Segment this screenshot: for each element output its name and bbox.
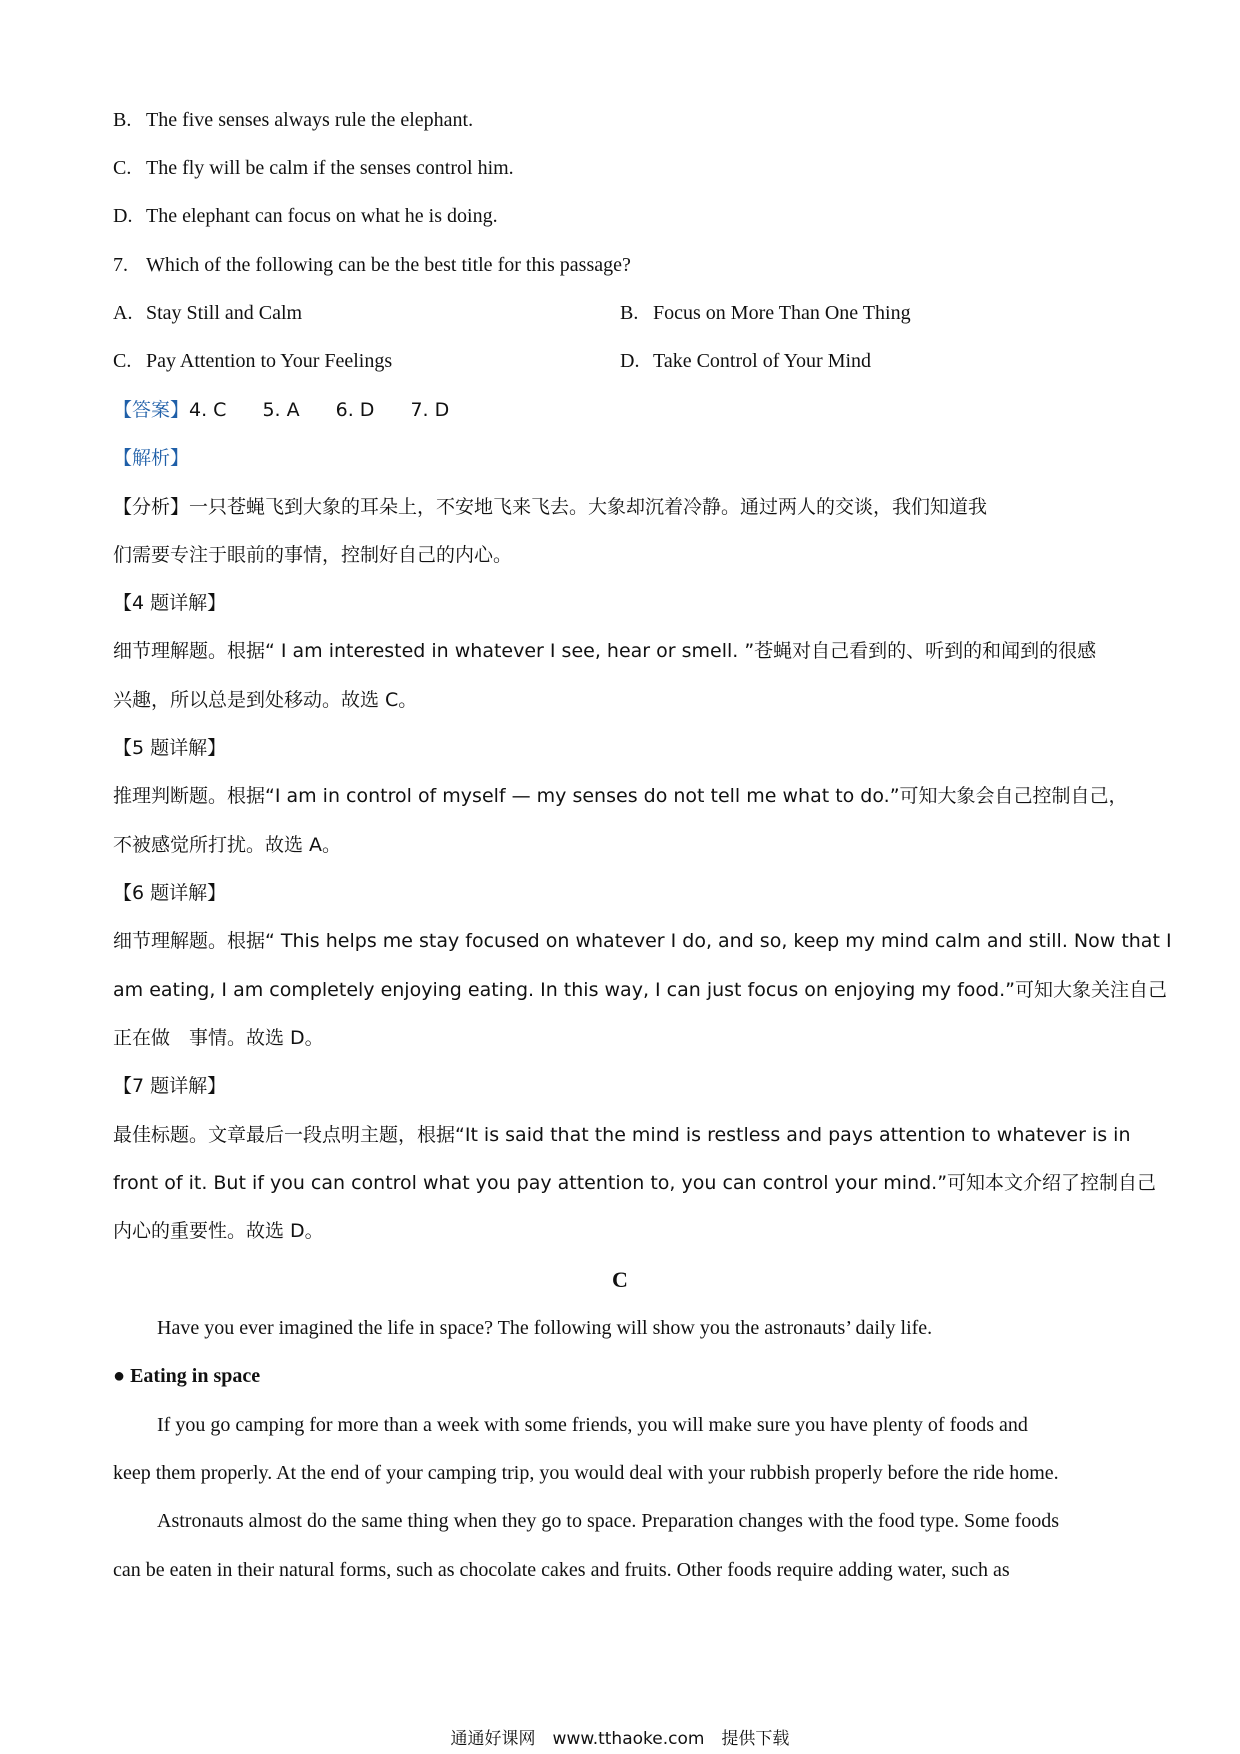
detail-6-line-2: am eating, I am completely enjoying eating. In this way, I can just focus on enjoying my food.”可知大象关注自己 (113, 979, 1167, 1001)
q7-option-c: C. Pay Attention to Your Feelings (113, 350, 393, 372)
answer-item: 5. A (262, 399, 300, 421)
analysis-line-2: 们需要专注于眼前的事情，控制好自己的内心。 (113, 544, 513, 566)
answer-item: 7. D (410, 399, 450, 421)
answer-key (113, 396, 485, 424)
passage-subheading: ● Eating in space (113, 1365, 261, 1387)
detail-heading-4: 【4 题详解】 (113, 592, 227, 614)
detail-7-line-3: 内心的重要性。故选 D。 (113, 1220, 324, 1242)
passage-title: C (612, 1267, 628, 1292)
q7-option-d: D. Take Control of Your Mind (620, 350, 872, 372)
page-footer: 通通好课网 www.tthaoke.com 提供下载 (450, 1729, 790, 1749)
q6-option-b: B. The five senses always rule the elephant. (113, 109, 474, 131)
q7-option-a: A. Stay Still and Calm (113, 302, 303, 324)
detail-7-line-2: front of it. But if you can control what you pay attention to, you can control your mind.”可知本文介绍了控制自己 (113, 1172, 1157, 1194)
detail-6-line-3: 正在做 事情。故选 D。 (113, 1027, 324, 1049)
passage-para-1-line-2: keep them properly. At the end of your camping trip, you would deal with your rubbish properly before the ride home. (113, 1462, 1059, 1484)
passage-para-2-line-1: Astronauts almost do the same thing when they go to space. Preparation changes with the food type. Some foods (157, 1510, 1060, 1532)
detail-heading-7: 【7 题详解】 (113, 1075, 227, 1097)
detail-heading-5: 【5 题详解】 (113, 737, 227, 759)
passage-para-2-line-2: can be eaten in their natural forms, such as chocolate cakes and fruits. Other foods require adding water, such as (113, 1559, 1010, 1581)
detail-heading-6: 【6 题详解】 (113, 882, 227, 904)
detail-4-line-2: 兴趣，所以总是到处移动。故选 C。 (113, 689, 418, 711)
detail-4-line-1: 细节理解题。根据“ I am interested in whatever I see, hear or smell. ”苍蝇对自己看到的、听到的和闻到的很感 (113, 640, 1097, 662)
q6-option-c: C. The fly will be calm if the senses control him. (113, 157, 514, 179)
detail-6-line-1: 细节理解题。根据“ This helps me stay focused on whatever I do, and so, keep my mind calm and still. Now that I (113, 930, 1172, 952)
answer-label: 【答案】 (113, 399, 190, 421)
q6-option-d: D. The elephant can focus on what he is doing. (113, 205, 498, 227)
analysis-sub-label: 【分析】 (113, 496, 190, 518)
analysis-line-1: 【分析】一只苍蝇飞到大象的耳朵上，不安地飞来飞去。大象却沉着冷静。通过两人的交谈，我们知道我 (113, 496, 988, 518)
detail-7-line-1: 最佳标题。文章最后一段点明主题，根据“It is said that the mind is restless and pays attention to whatever is in (113, 1124, 1131, 1146)
answer-item: 4. C (189, 399, 227, 421)
q7-option-b: B. Focus on More Than One Thing (620, 302, 911, 324)
analysis-label: 【解析】 (113, 447, 190, 469)
q7-stem: 7. Which of the following can be the best title for this passage? (113, 254, 631, 276)
passage-para-1-line-1: If you go camping for more than a week with some friends, you will make sure you have plenty of foods and (157, 1414, 1028, 1436)
passage-intro: Have you ever imagined the life in space? The following will show you the astronauts’ daily life. (157, 1317, 933, 1339)
answer-item: 6. D (335, 399, 375, 421)
detail-5-line-2: 不被感觉所打扰。故选 A。 (113, 834, 342, 856)
detail-5-line-1: 推理判断题。根据“I am in control of myself — my senses do not tell me what to do.”可知大象会自己控制自己， (113, 785, 1128, 807)
